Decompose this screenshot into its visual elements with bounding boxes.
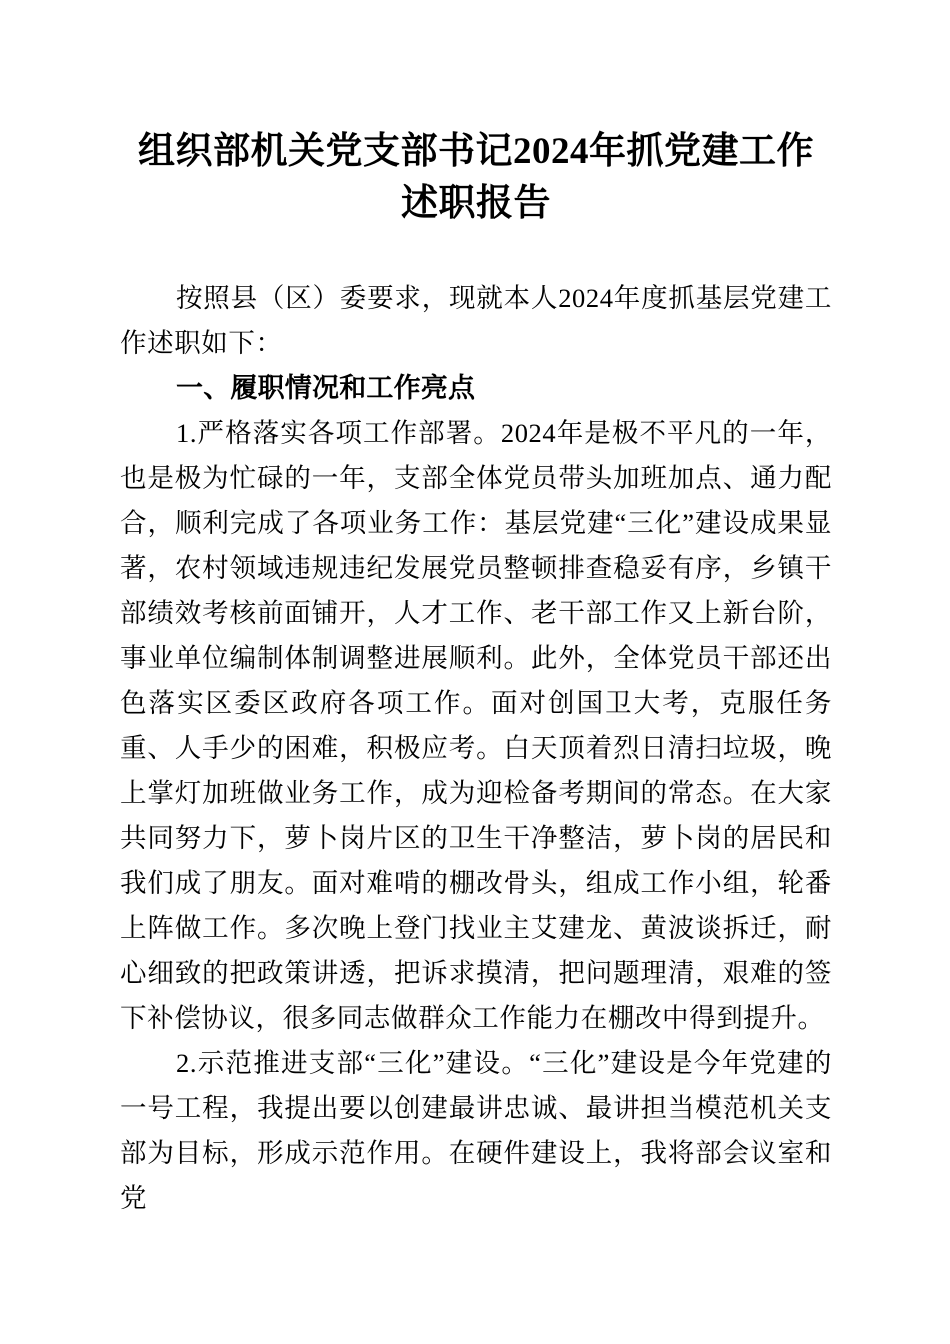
section-heading-1: 一、履职情况和工作亮点 bbox=[176, 373, 476, 403]
page-title: 组织部机关党支部书记2024年抓党建工作述职报告 bbox=[138, 131, 814, 224]
title-spacer bbox=[120, 230, 832, 276]
body-paragraph-2: 2.示范推进支部“三化”建设。“三化”建设是今年党建的一号工程，我提出要以创建最讲忠诚、最讲担当模范机关支部为目标，形成示范作用。在硬件建设上，我将部会议室和党 bbox=[120, 1048, 832, 1213]
page-content bbox=[120, 0, 832, 1221]
body-paragraph-1: 1.严格落实各项工作部署。2024年是极不平凡的一年，也是极为忙碌的一年，支部全体党员带头加班加点、通力配合，顺利完成了各项业务工作：基层党建“三化”建设成果显著，农村领域违规违纪发展党员整顿排查稳妥有序，乡镇干部绩效考核前面铺开，人才工作、老干部工作又上新台阶，事业单位编制体制调整进展顺利。此外，全体党员干部还出色落实区委区政府各项工作。面对创国卫大考，克服任务重、人手少的困难，积极应考。白天顶着烈日清扫垃圾，晚上掌灯加班做业务工作，成为迎检备考期间的常态。在大家共同努力下，萝卜岗片区的卫生干净整洁，萝卜岗的居民和我们成了朋友。面对难啃的棚改骨头，组成工作小组，轮番上阵做工作。多次晚上登门找业主艾建龙、黄波谈拆迁，耐心细致的把政策讲透，把诉求摸清，把问题理清，艰难的签下补偿协议，很多同志做群众工作能力在棚改中得到提升。 bbox=[120, 418, 832, 1033]
intro-paragraph: 按照县（区）委要求，现就本人2024年度抓基层党建工作述职如下： bbox=[120, 283, 832, 358]
